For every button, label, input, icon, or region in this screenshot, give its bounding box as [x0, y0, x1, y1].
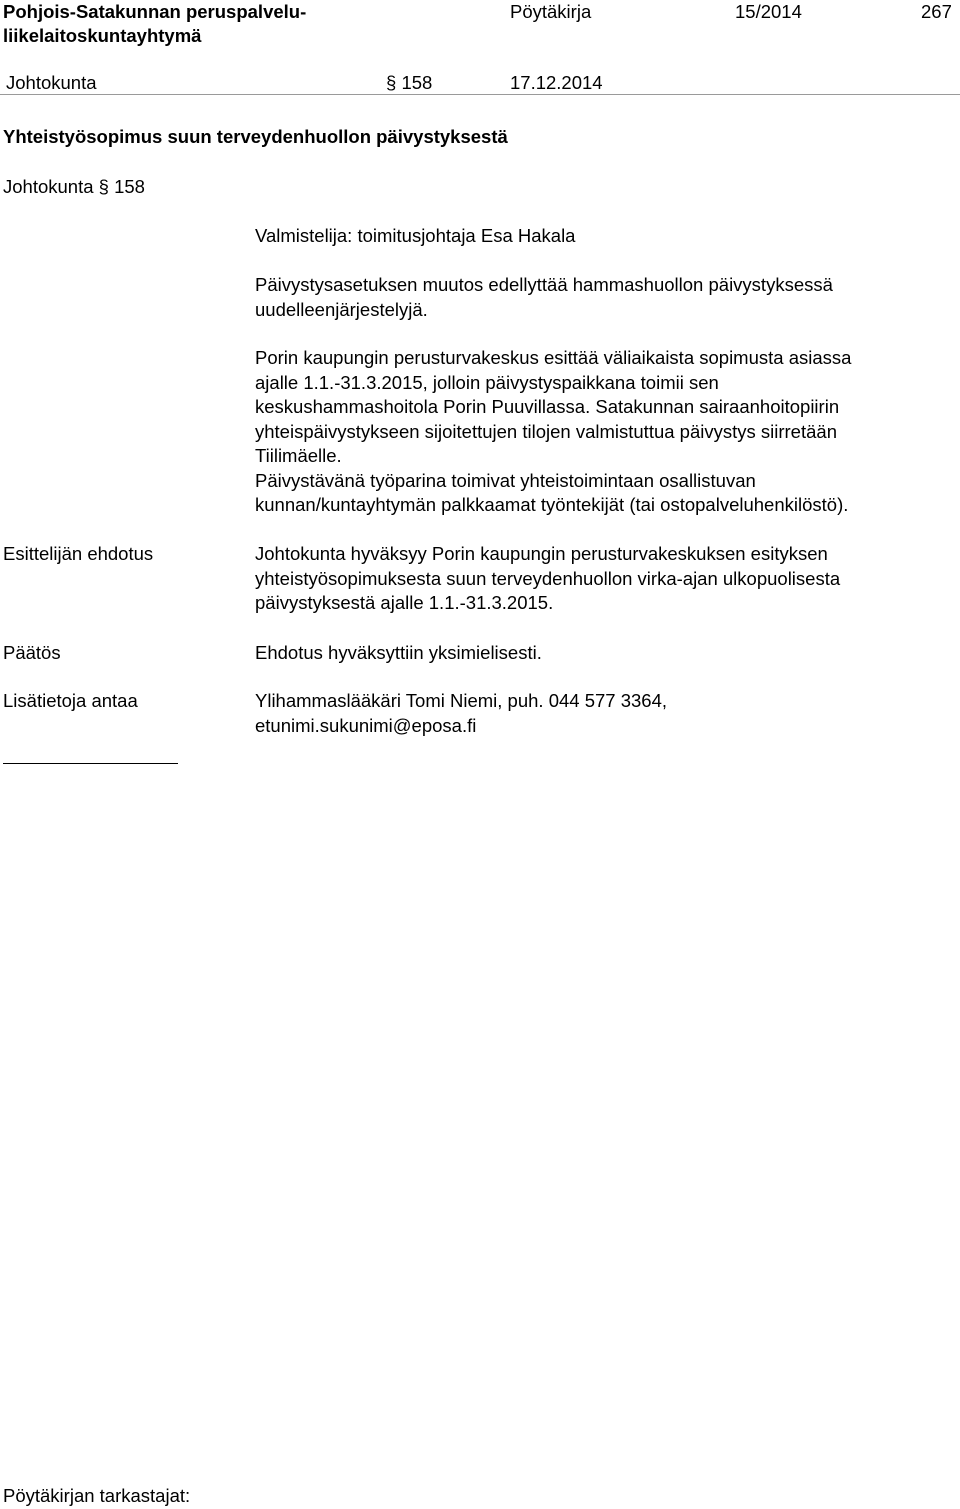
- info-line: Ylihammaslääkäri Tomi Niemi, puh. 044 577 3364,: [255, 690, 668, 711]
- proposal-line: yhteispäivystykseen sijoitettujen tilojen valmistuttua päivystys siirretään: [255, 420, 837, 442]
- organization-name: [3, 0, 306, 48]
- section-title: Yhteistyösopimus suun terveydenhuollon päivystyksestä: [3, 126, 508, 147]
- section-reference: Johtokunta § 158: [3, 176, 145, 197]
- organization-name-line1: Pohjois-Satakunnan peruspalvelu-: [3, 1, 307, 22]
- info-paragraph: [255, 689, 667, 738]
- proposal-line: keskushammashoitola Porin Puuvillassa. Satakunnan sairaanhoitopiirin: [255, 396, 840, 417]
- reason-paragraph: [255, 273, 833, 322]
- proposal-line: ajalle 1.1.-31.3.2015, jolloin päivystyspaikkana toimii sen: [255, 371, 719, 393]
- signature-underline: [3, 763, 178, 764]
- motion-line: Johtokunta hyväksyy Porin kaupungin perusturvakeskuksen esityksen: [255, 543, 828, 564]
- header-divider: [0, 94, 960, 95]
- document-number: 15/2014: [735, 1, 802, 22]
- motion-line: päivystyksestä ajalle 1.1.-31.3.2015.: [255, 592, 554, 613]
- paragraph-number-value: 158: [401, 72, 433, 93]
- reason-line: uudelleenjärjestelyjä.: [255, 298, 428, 320]
- proposal-line: kunnan/kuntayhtymän palkkaamat työntekijät (tai ostopalveluhenkilöstö).: [255, 494, 849, 515]
- paragraph-number: [386, 71, 432, 96]
- proposal-paragraph: [255, 346, 851, 518]
- meeting-date: 17.12.2014: [510, 72, 603, 93]
- proposal-line: Porin kaupungin perusturvakeskus esittää väliaikaista sopimusta asiassa: [255, 347, 852, 368]
- info-line: etunimi.sukunimi@eposa.fi: [255, 714, 477, 736]
- motion-paragraph: [255, 542, 840, 616]
- preparer: Valmistelija: toimitusjohtaja Esa Hakala: [255, 225, 576, 246]
- motion-label: Esittelijän ehdotus: [3, 543, 154, 564]
- document-type: Pöytäkirja: [510, 1, 592, 22]
- paragraph-sign: §: [386, 72, 402, 93]
- proposal-line: Tiilimäelle.: [255, 445, 342, 466]
- meeting-body: Johtokunta: [6, 72, 97, 93]
- motion-line: yhteistyösopimuksesta suun terveydenhuollon virka-ajan ulkopuolisesta: [255, 567, 841, 589]
- decision-text: Ehdotus hyväksyttiin yksimielisesti.: [255, 642, 542, 663]
- info-label: Lisätietoja antaa: [3, 690, 138, 711]
- decision-label: Päätös: [3, 642, 61, 663]
- reason-line: Päivystysasetuksen muutos edellyttää hammashuollon päivystyksessä: [255, 274, 833, 295]
- proposal-line: Päivystävänä työparina toimivat yhteistoimintaan osallistuvan: [255, 469, 756, 491]
- minutes-checkers-label: Pöytäkirjan tarkastajat:: [3, 1485, 191, 1506]
- organization-name-line2: liikelaitoskuntayhtymä: [3, 25, 202, 46]
- page-number: 267: [921, 1, 952, 22]
